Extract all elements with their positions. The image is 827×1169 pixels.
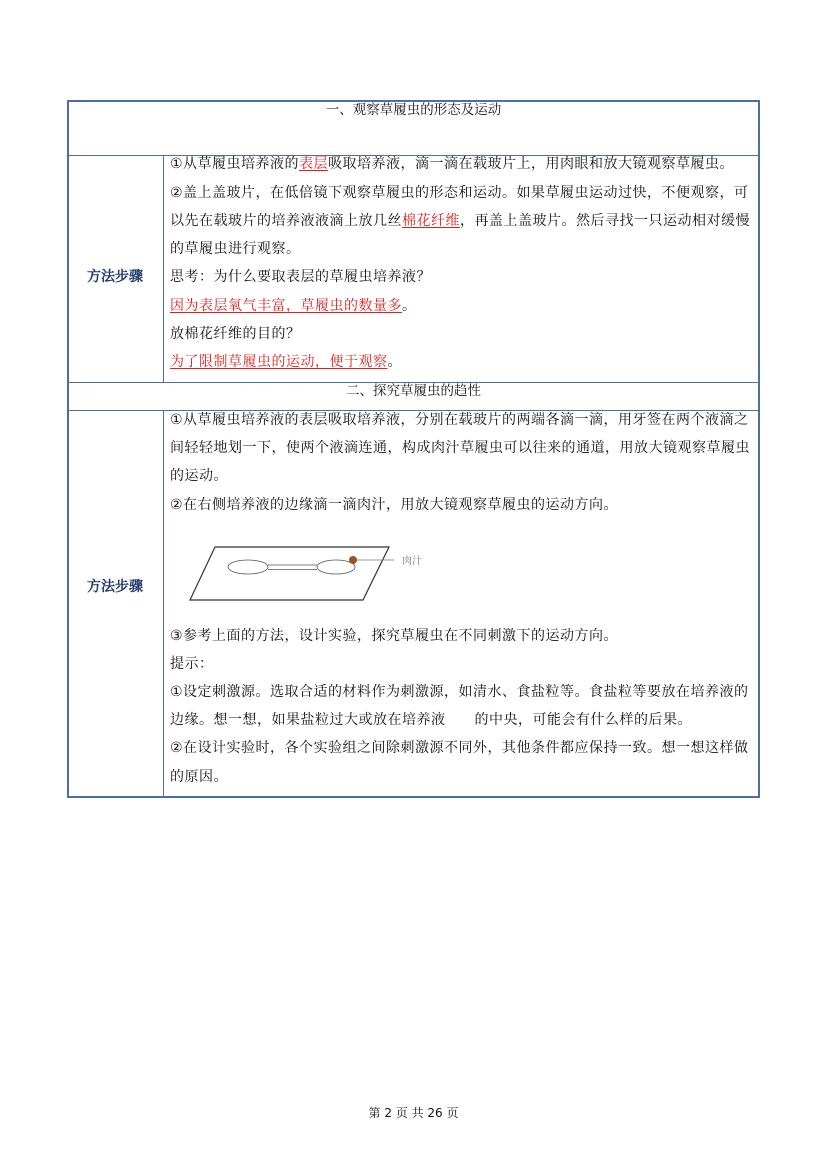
section1-question1: 思考：为什么要取表层的草履虫培养液？: [170, 269, 431, 285]
section2-step2: ②在右侧培养液的边缘滴一滴肉汁，用放大镜观察草履虫的运动方向。: [170, 497, 619, 513]
section2-hint2-line1: ②在设计实验时，各个实验组之间除刺激源不同外，其他条件都应保持一致。想一想这样做: [170, 740, 749, 756]
answer-highlight: 因为表层氧气丰富，草履虫的数量多: [170, 298, 402, 314]
section1-question2: 放棉花纤维的目的？: [170, 326, 301, 342]
section2-step3: ③参考上面的方法，设计实验，探究草履虫在不同刺激下的运动方向。: [170, 628, 619, 644]
answer-highlight: 棉花纤维: [402, 213, 460, 229]
section1-title: 一、观察草履虫的形态及运动: [325, 102, 502, 118]
section2-hint2-line2: 的原因。: [170, 769, 228, 785]
right-culture-drop: [317, 560, 355, 574]
left-culture-drop: [228, 560, 268, 574]
section2-step1-line3: 的运动。: [170, 468, 228, 484]
meat-juice-dot: [349, 556, 357, 564]
text-segment: 。: [387, 354, 402, 370]
section2-step1-line2: 间轻轻地划一下，使两个液滴连通，构成肉汁草履虫可以往来的通道，用放大镜观察草履虫: [170, 440, 750, 456]
meat-juice-label: 肉汁: [402, 556, 422, 567]
section2-hint-title: 提示：: [170, 656, 214, 672]
text-segment: 。: [402, 298, 417, 314]
section1-answer1: [170, 296, 417, 316]
section2-hint1-line1: ①设定刺激源。选取合适的材料作为刺激源，如清水、食盐粒等。食盐粒等要放在培养液的: [170, 684, 749, 700]
text-segment: ，再盖上盖玻片。然后寻找一只运动相对缓慢: [460, 213, 750, 229]
text-segment: ①从草履虫培养液的: [170, 156, 300, 172]
column-divider-section1: [163, 155, 164, 382]
section1-step2-line2: [170, 211, 750, 231]
section2-title: 二、探究草履虫的趋性: [346, 383, 481, 399]
section1-step1: [170, 154, 734, 174]
answer-highlight: 为了限制草履虫的运动，便于观察: [170, 354, 388, 370]
answer-highlight: 表层: [299, 156, 329, 172]
section1-method-label: 方法步骤: [87, 269, 143, 285]
glass-slide-shape: [190, 547, 389, 600]
text-segment: 吸取培养液，滴一滴在载玻片上，用肉眼和放大镜观察草履虫。: [328, 156, 735, 172]
section1-step2-line3: 的草履虫进行观察。: [170, 241, 301, 257]
text-segment: 以先在载玻片的培养液液滴上放几丝: [170, 213, 402, 229]
section2-method-label: 方法步骤: [87, 579, 143, 595]
section1-answer2: [170, 352, 402, 372]
section2-step1-line1: ①从草履虫培养液的表层吸取培养液，分别在载玻片的两端各滴一滴，用牙签在两个液滴之: [170, 412, 749, 428]
section1-step2-line1: ②盖上盖玻片，在低倍镜下观察草履虫的形态和运动。如果草履虫运动过快，不便观察，可: [170, 185, 749, 201]
slide-diagram: [180, 535, 450, 610]
section2-hint1-line2: 边缘。想一想，如果盐粒过大或放在培养液 的中央，可能会有什么样的后果。: [170, 712, 692, 728]
page-number-footer: 第 2 页 共 26 页: [368, 1106, 459, 1120]
column-divider-section2: [163, 410, 164, 798]
